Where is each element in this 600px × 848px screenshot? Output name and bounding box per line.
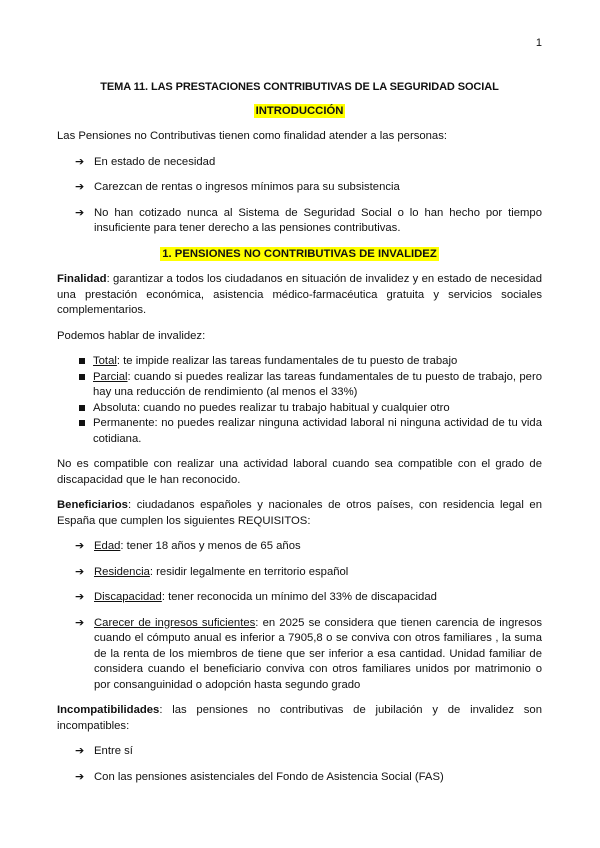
list-item: Absoluta: cuando no puedes realizar tu trabajo habitual y cualquier otro: [57, 401, 542, 417]
list-item: ➔ Carezcan de rentas o ingresos mínimos para su subsistencia: [57, 180, 542, 196]
list-item: ➔ Entre sí: [57, 744, 542, 760]
bullet-square-icon: [79, 420, 85, 426]
arrow-icon: ➔: [75, 616, 85, 629]
intro-list: [57, 155, 542, 237]
incompat-list: [57, 744, 542, 785]
arrow-icon: ➔: [75, 770, 85, 783]
arrow-icon: ➔: [75, 540, 85, 552]
list-item: ➔ Discapacidad: tener reconocida un mínimo del 33% de discapacidad: [57, 590, 542, 606]
bullet-square-icon: [79, 374, 85, 380]
compat-paragraph: No es compatible con realizar una actividad laboral cuando sea compatible con el grado de discapacidad que le han reconocido.: [57, 458, 542, 486]
arrow-icon: ➔: [75, 591, 85, 603]
incompat-paragraph: Incompatibilidades: las pensiones no contributivas de jubilación y de invalidez son incompatibles:: [57, 704, 542, 732]
arrow-icon: ➔: [75, 181, 85, 193]
section1-heading: 1. PENSIONES NO CONTRIBUTIVAS DE INVALIDEZ: [162, 247, 437, 260]
intro-heading: INTRODUCCIÓN: [255, 104, 344, 117]
invalidez-lead: Podemos hablar de invalidez:: [57, 329, 206, 342]
list-item: ➔ Con las pensiones asistenciales del Fondo de Asistencia Social (FAS): [57, 770, 542, 786]
requisitos-list: [57, 539, 542, 693]
finalidad-paragraph: Finalidad: garantizar a todos los ciudadanos en situación de invalidez y en estado de necesidad una prestación económica, asistencia médico-farmacéutica gratuita y servicios sociales complementarios.: [57, 273, 542, 316]
list-item: Permanente: no puedes realizar ninguna actividad laboral ni ninguna actividad de tu vida cotidiana.: [57, 416, 542, 447]
document-body: [57, 80, 542, 795]
arrow-icon: ➔: [75, 155, 85, 168]
intro-lead: Las Pensiones no Contributivas tienen como finalidad atender a las personas:: [57, 130, 447, 142]
list-item: Parcial: cuando si puedes realizar las tareas fundamentales de tu puesto de trabajo, pero hay una reducción de rendimiento (al menos el 33%): [57, 370, 542, 401]
invalidez-list: [57, 354, 542, 447]
list-item: ➔ No han cotizado nunca al Sistema de Seguridad Social o lo han hecho por tiempo insuficiente para tener derecho a las pensiones contributivas.: [75, 206, 542, 234]
list-item: ➔ Carecer de ingresos suficientes: en 2025 se considera que tienen carencia de ingresos cuando el cómputo anual es inferior a 7905,8 o se conviva con otros familiares , la suma de la renta de los miembros de tiene que ser inferior a esa cantidad. Unidad familiar de considera cuando el beneficiario conviva con otros familiares unidos por matrimonio o por consanguinidad o adopción hasta segundo grado: [75, 616, 543, 691]
beneficiarios-paragraph: Beneficiarios: ciudadanos españoles y nacionales de otros países, con residencia legal en España que cumplen los siguientes REQUISITOS:: [57, 499, 542, 527]
list-item: ➔ En estado de necesidad: [57, 155, 542, 171]
bullet-square-icon: [79, 358, 85, 364]
arrow-icon: ➔: [75, 565, 85, 578]
page-number: 1: [535, 37, 542, 49]
list-item: ➔ Edad: tener 18 años y menos de 65 años: [57, 539, 542, 555]
bullet-square-icon: [79, 405, 85, 411]
list-item: Total: te impide realizar las tareas fundamentales de tu puesto de trabajo: [57, 354, 542, 370]
arrow-icon: ➔: [75, 745, 85, 757]
arrow-icon: ➔: [75, 206, 85, 219]
document-title: TEMA 11. LAS PRESTACIONES CONTRIBUTIVAS DE LA SEGURIDAD SOCIAL: [100, 81, 499, 93]
list-item: ➔ Residencia: residir legalmente en territorio español: [57, 565, 542, 581]
